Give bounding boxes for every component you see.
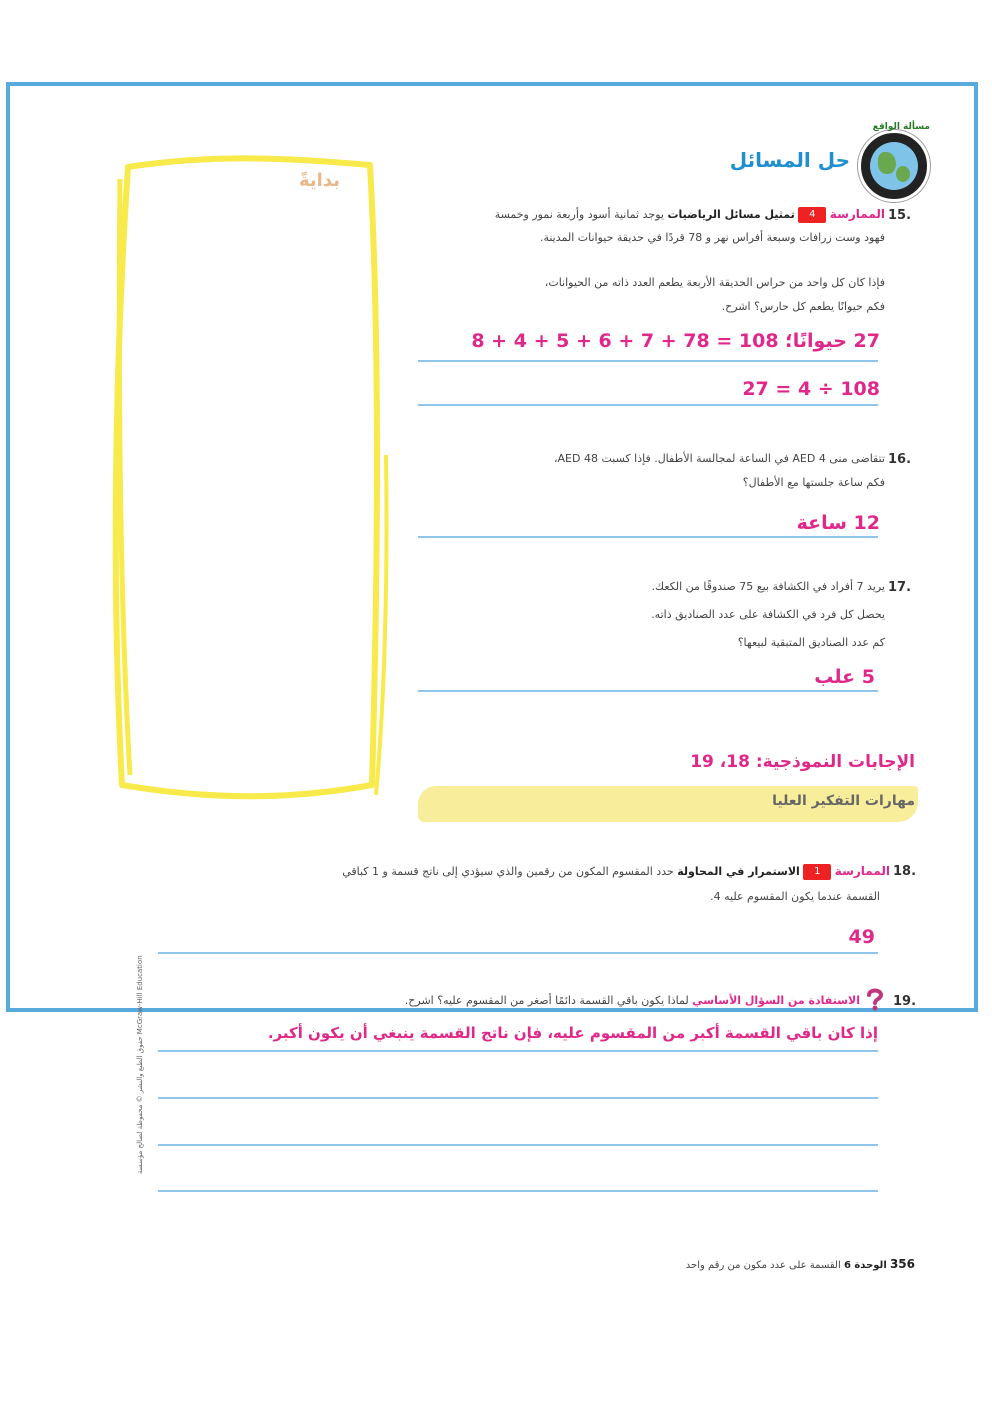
answer-line <box>158 952 878 954</box>
answer-line <box>158 1097 878 1099</box>
sidebar-label: بدايةً <box>298 170 340 191</box>
q16-number: 16. <box>888 452 912 467</box>
q15-answer2: 108 ÷ 4 = 27 <box>742 378 880 400</box>
q18-text1: حدد المقسوم المكون من رقمين والذي سيؤدي إلى ناتج قسمة و 1 كباقي <box>342 865 674 878</box>
q15-text3: فإذا كان كل واحد من حراس الحديقة الأربعة يطعم العدد ذاته من الحيوانات، <box>544 276 885 289</box>
answer-line <box>418 404 878 406</box>
answer-line <box>158 1144 878 1146</box>
answer-line <box>158 1190 878 1192</box>
section-title: حل المسائل <box>729 148 850 172</box>
q15-answer1: 27 حيوانًا؛ 108 = 78 + 7 + 6 + 5 + 4 + 8 <box>471 330 880 352</box>
answer-line <box>158 1050 878 1052</box>
q19-answer: إذا كان باقي القسمة أكبر من المقسوم عليه، فإن ناتج القسمة ينبغي أن يكون أكبر. <box>267 1024 878 1042</box>
q19-text1: لماذا يكون باقي القسمة دائمًا أصغر من المقسوم عليه؟ اشرح. <box>404 994 689 1007</box>
answer-line <box>418 360 878 362</box>
q19-line1 <box>160 990 860 1012</box>
q17-text1: يريد 7 أفراد في الكشافة بيع 75 صندوقًا من الكعك. <box>651 580 885 593</box>
q16-answer: 12 ساعة <box>796 512 880 534</box>
answer-line <box>418 690 878 692</box>
q15-practice: الممارسة <box>829 207 885 221</box>
q17-text2: يحصل كل فرد في الكشافة على عدد الصناديق ذاته. <box>651 608 885 621</box>
q18-badge: 1 <box>803 864 831 880</box>
q16-text1: تتقاضى منى 4 AED في الساعة لمجالسة الأطفال. فإذا كسبت 48 AED، <box>553 452 885 465</box>
q17-text3: كم عدد الصناديق المتبقية لبيعها؟ <box>737 636 885 649</box>
copyright-text: حقوق الطبع والنشر © محفوظة لصالح مؤسسة McGraw-Hill Education <box>136 955 144 1174</box>
page-number: 356 <box>889 1257 915 1271</box>
footer-unit: الوحدة 6 <box>843 1260 887 1271</box>
q15-lead: تمثيل مسائل الرياضيات <box>667 208 795 221</box>
q19-number: 19. <box>893 994 917 1009</box>
highlight-box <box>100 145 400 825</box>
q17-answer: 5 علب <box>814 666 875 688</box>
footer-title: القسمة على عدد مكون من رقم واحد <box>685 1260 841 1271</box>
q18-practice: الممارسة <box>834 864 890 878</box>
answer-line <box>418 536 878 538</box>
q15-number: 15. <box>888 208 912 223</box>
q15-line1 <box>420 203 885 226</box>
globe-label: مسألة الواقع <box>872 122 930 132</box>
hots-heading: مهارات التفكير العليا <box>772 793 915 809</box>
q18-lead: الاستمرار في المحاولة <box>677 865 800 878</box>
model-answers: الإجابات النموذجية: 18، 19 <box>690 752 915 772</box>
q18-number: 18. <box>893 864 917 879</box>
q16-text2: فكم ساعة جلستها مع الأطفال؟ <box>742 476 885 489</box>
footer <box>560 1257 915 1271</box>
q18-line1 <box>160 860 890 883</box>
q15-text4: فكم حيوانًا يطعم كل حارس؟ اشرح. <box>721 300 885 313</box>
q17-number: 17. <box>888 580 912 595</box>
q18-text2: القسمة عندما يكون المقسوم عليه 4. <box>710 890 880 903</box>
question-mark-icon <box>862 986 888 1012</box>
q18-answer: 49 <box>848 926 875 948</box>
q15-badge: 4 <box>798 207 826 223</box>
q19-lead: الاستفادة من السؤال الأساسي <box>692 994 860 1007</box>
q15-text1: يوجد ثمانية أسود وأربعة نمور وخمسة <box>494 208 664 221</box>
q15-text2: فهود وست زرافات وسبعة أفراس نهر و 78 قردًا في حديقة حيوانات المدينة. <box>539 231 885 244</box>
globe-icon <box>858 130 930 202</box>
